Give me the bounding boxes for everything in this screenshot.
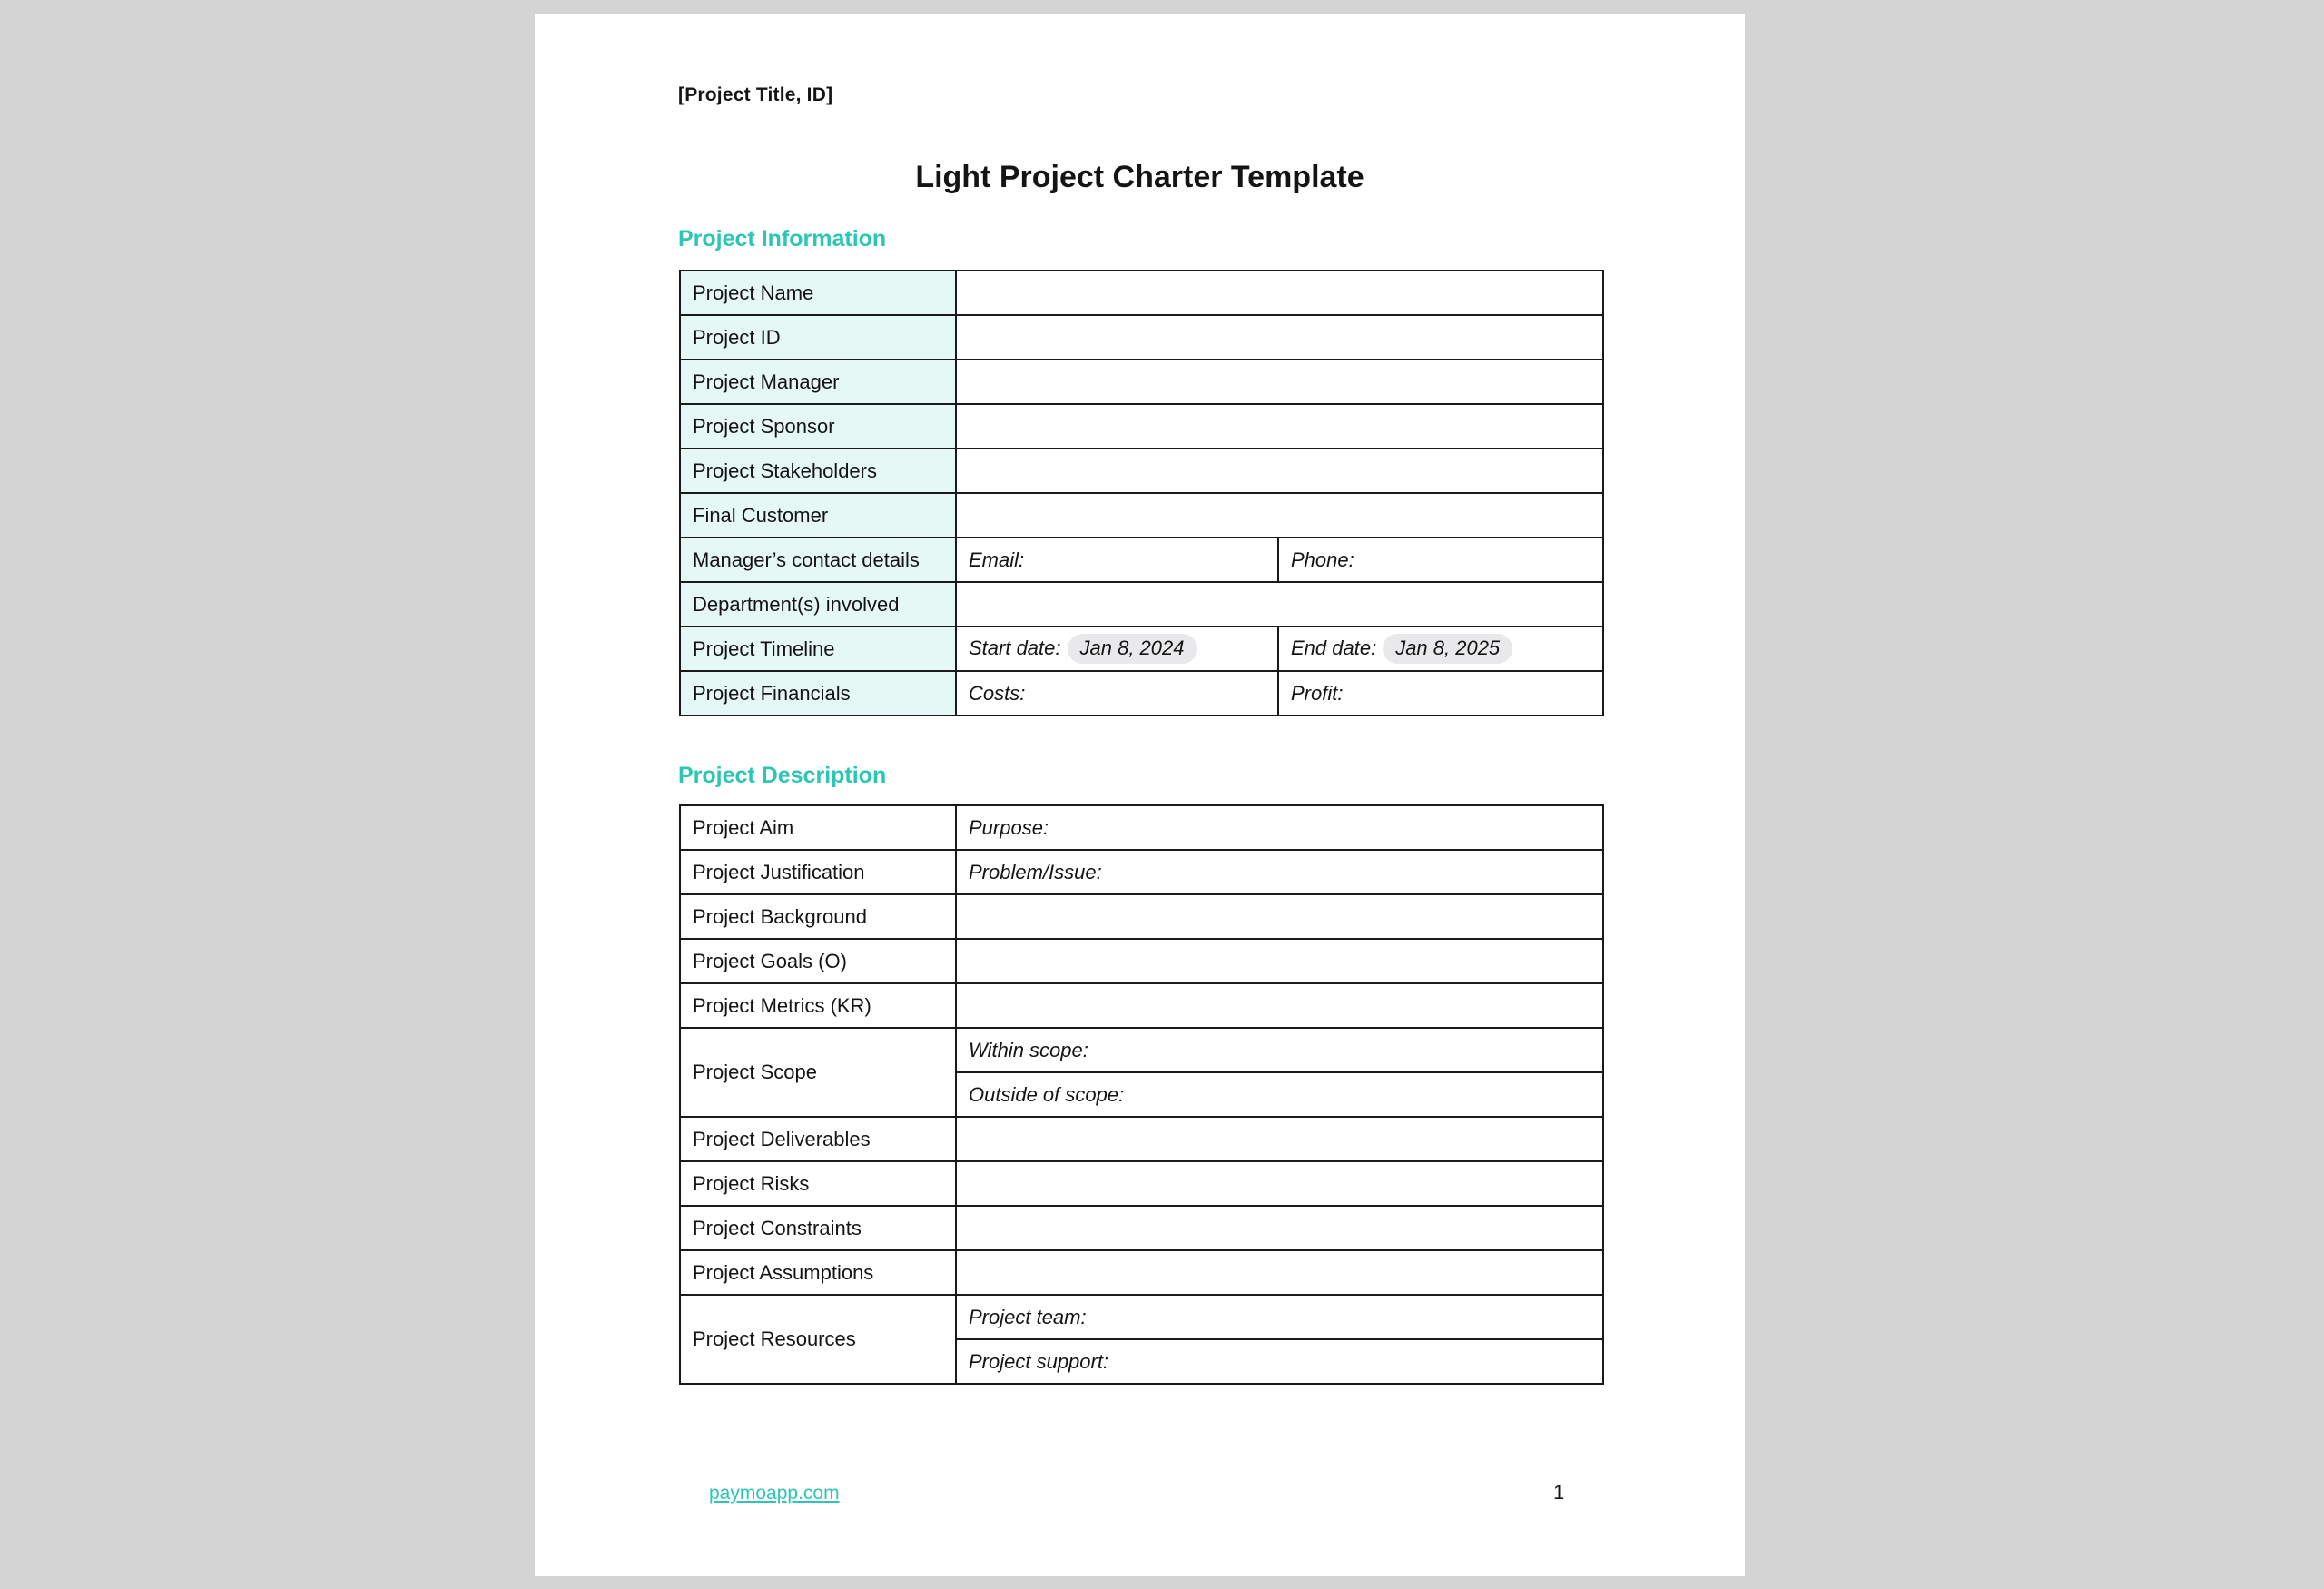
row-value-cell[interactable] [956,894,1603,939]
costs-field-cell[interactable]: Costs: [956,671,1278,716]
table-row [680,627,1603,671]
row-label-cell: Project Stakeholders [680,449,956,493]
project-information-table [679,270,1604,716]
project-team-field-cell[interactable]: Project team: [956,1295,1603,1339]
row-label-cell: Project Timeline [680,627,956,671]
table-row [680,1161,1603,1206]
row-value-cell[interactable] [956,271,1603,315]
table-row [680,894,1603,939]
row-value-cell[interactable] [956,983,1603,1028]
table-row [680,360,1603,404]
project-support-field-cell[interactable]: Project support: [956,1339,1603,1384]
row-label-cell: Project Resources [680,1295,956,1384]
row-value-cell[interactable] [956,1250,1603,1295]
row-label-cell: Project Deliverables [680,1117,956,1161]
table-row [680,983,1603,1028]
row-label-cell: Project Risks [680,1161,956,1206]
table-row [680,315,1603,360]
row-value-cell[interactable] [956,939,1603,983]
table-row [680,1028,1603,1072]
project-description-table [679,804,1604,1385]
table-row [680,271,1603,315]
row-label-cell: Project Background [680,894,956,939]
row-value-cell[interactable] [956,1117,1603,1161]
problem-issue-field-cell[interactable]: Problem/Issue: [956,850,1603,894]
phone-field-cell[interactable]: Phone: [1278,538,1603,582]
purpose-field-cell[interactable]: Purpose: [956,805,1603,850]
row-label-cell: Project Aim [680,805,956,850]
row-label-cell: Project Metrics (KR) [680,983,956,1028]
row-label-cell: Project Justification [680,850,956,894]
table-row [680,1117,1603,1161]
table-row [680,1295,1603,1339]
page-number: 1 [1553,1481,1565,1504]
end-date-cell[interactable] [1278,627,1603,671]
table-row [680,1206,1603,1250]
start-date-cell[interactable] [956,627,1278,671]
end-date-value[interactable]: Jan 8, 2025 [1383,634,1512,664]
document-title: Light Project Charter Template [915,160,1364,194]
row-value-cell[interactable] [956,1161,1603,1206]
table-row [680,582,1603,627]
outside-scope-field-cell[interactable]: Outside of scope: [956,1072,1603,1117]
row-label-cell: Project ID [680,315,956,360]
row-label-cell: Project Assumptions [680,1250,956,1295]
row-value-cell[interactable] [956,493,1603,538]
table-row [680,1250,1603,1295]
profit-field-cell[interactable]: Profit: [1278,671,1603,716]
row-value-cell[interactable] [956,404,1603,449]
row-label-cell: Project Manager [680,360,956,404]
row-label-cell: Project Financials [680,671,956,716]
document-page [535,14,1745,1576]
row-label-cell: Project Constraints [680,1206,956,1250]
table-row [680,939,1603,983]
row-label-cell: Project Goals (O) [680,939,956,983]
row-label-cell: Final Customer [680,493,956,538]
row-label-cell: Project Sponsor [680,404,956,449]
row-value-cell[interactable] [956,315,1603,360]
row-label-cell: Project Name [680,271,956,315]
row-label-cell: Manager’s contact details [680,538,956,582]
table-row [680,671,1603,716]
table-row [680,449,1603,493]
table-row [680,850,1603,894]
document-header-id: [Project Title, ID] [678,84,833,105]
table-row [680,404,1603,449]
table-row [680,538,1603,582]
row-label-cell: Department(s) involved [680,582,956,627]
email-field-cell[interactable]: Email: [956,538,1278,582]
start-date-value[interactable]: Jan 8, 2024 [1068,634,1197,664]
footer-link-paymoapp[interactable]: paymoapp.com [709,1483,840,1504]
row-value-cell[interactable] [956,449,1603,493]
start-date-label: Start date: [969,636,1061,659]
row-value-cell[interactable] [956,1206,1603,1250]
section-heading-project-information: Project Information [678,226,887,252]
row-value-cell[interactable] [956,582,1603,627]
within-scope-field-cell[interactable]: Within scope: [956,1028,1603,1072]
table-row [680,805,1603,850]
row-label-cell: Project Scope [680,1028,956,1117]
section-heading-project-description: Project Description [678,763,887,788]
table-row [680,493,1603,538]
row-value-cell[interactable] [956,360,1603,404]
end-date-label: End date: [1291,636,1377,659]
